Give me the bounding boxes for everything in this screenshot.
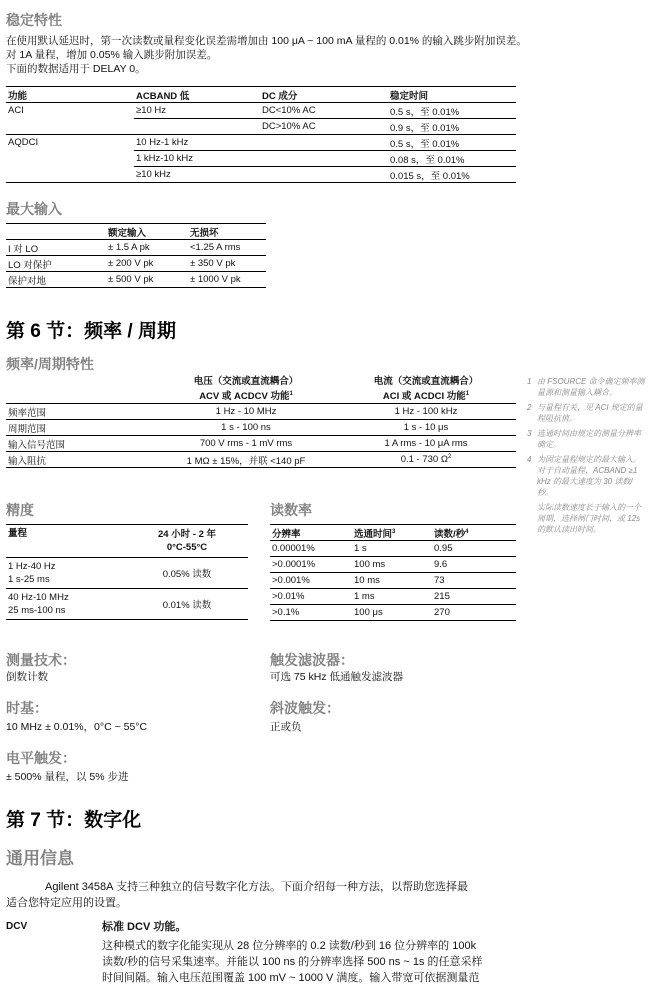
cell: 1 kHz-10 kHz: [134, 151, 260, 167]
footnote: [527, 454, 645, 498]
accuracy-period: 24 小时 - 2 年: [157, 529, 217, 540]
cell: LO 对保护: [6, 256, 106, 272]
cell: 0.5 s，至 0.01%: [388, 103, 516, 119]
timebase-value: 10 MHz ± 0.01%，0°C ~ 55°C: [6, 721, 148, 733]
col-header: DC 成分: [260, 87, 388, 103]
cell: 10 Hz-1 kHz: [134, 135, 260, 151]
cell: 1 s - 100 ns: [156, 420, 336, 436]
cell: ± 500 V pk: [106, 272, 188, 288]
col-header-voltage: [156, 376, 336, 404]
timebase-heading: 时基：: [6, 700, 48, 716]
cell: >0.001%: [270, 573, 352, 589]
cell: [336, 452, 516, 468]
footnote-ref: 4: [465, 528, 469, 535]
cell: 1 s - 10 μs: [336, 420, 516, 436]
table-header: [270, 525, 516, 541]
footnote-number: 3: [527, 429, 532, 438]
cell: 0.5 s，至 0.01%: [388, 135, 516, 151]
footnote-number: 4: [527, 455, 532, 464]
section-7-title: 第 7 节：数字化: [6, 810, 142, 831]
footnote-text: 选通时间由规定的测量分辨率确定。: [537, 429, 641, 449]
accuracy-table: [6, 524, 248, 620]
cell: [260, 167, 388, 183]
cell-text: 0.1 - 730 Ω: [400, 454, 448, 466]
footnote: [527, 502, 645, 535]
cell: [6, 589, 126, 620]
cell: 73: [432, 573, 516, 589]
cell: 0.05% 读数: [126, 558, 248, 589]
footnote-text: 由 FSOURCE 命令确定频率测量源和测量输入耦合。: [537, 377, 645, 397]
cell: >0.1%: [270, 605, 352, 621]
table-row: [6, 436, 516, 452]
cell: 1 MΩ ± 15%，并联 <140 pF: [156, 452, 336, 468]
col-header: 无损坏: [188, 224, 266, 240]
general-info-heading: 通用信息: [6, 849, 74, 868]
cell: ± 350 V pk: [188, 256, 266, 272]
col-header: 额定输入: [106, 224, 188, 240]
col-header: [432, 525, 516, 541]
cell: ± 200 V pk: [106, 256, 188, 272]
intro-line-2: 适合您特定应用的设置。: [6, 897, 127, 909]
cell: 周期范围: [6, 420, 156, 436]
reading-rate-table: [270, 524, 516, 621]
gate-range: 25 ms-100 ns: [8, 605, 66, 616]
cell: 保护对地: [6, 272, 106, 288]
cell: <1.25 A rms: [188, 240, 266, 256]
section-6-title: 第 6 节：频率 / 周期: [6, 321, 176, 342]
cell: 1 Hz - 10 MHz: [156, 404, 336, 420]
cell: 1 ms: [352, 589, 432, 605]
table-row: [6, 404, 516, 420]
table-row: [270, 541, 516, 557]
cell: 10 ms: [352, 573, 432, 589]
cell: [6, 119, 134, 135]
cell: [260, 135, 388, 151]
level-trigger-value: ± 500% 量程，以 5% 步进: [6, 771, 129, 783]
cell: 0.01% 读数: [126, 589, 248, 620]
max-input-table: [6, 223, 266, 288]
col-header-text: 读数/秒: [434, 528, 466, 540]
footnote-text: 与量程有关，见 ACI 规定的量程阻抗值。: [537, 403, 643, 423]
table-row: [270, 605, 516, 621]
table-row: [6, 103, 516, 119]
table-row: [6, 452, 516, 468]
col-header-current: [336, 376, 516, 404]
table-row: [270, 589, 516, 605]
cell: AQDCI: [8, 137, 39, 149]
table-row: [270, 573, 516, 589]
col-header: 分辨率: [270, 525, 352, 541]
cell: [6, 167, 134, 183]
table-row: [6, 256, 266, 272]
dcv-line-2: 读数/秒的信号采集速率。并能以 100 ns 的分辨率选择 500 ns ~ 1s 的任意采样: [102, 956, 483, 968]
cell: 0.9 s，至 0.01%: [388, 119, 516, 135]
cell: 输入信号范围: [6, 436, 156, 452]
cell: 215: [432, 589, 516, 605]
cell: ± 1.5 A pk: [106, 240, 188, 256]
accuracy-heading: 精度: [6, 502, 34, 518]
cell: DC>10% AC: [260, 119, 388, 135]
freq-range: 40 Hz-10 MHz: [8, 592, 69, 603]
reading-rate-heading: 读数率: [270, 502, 312, 518]
footnote-text: 为固定量程规定的最大输入。对于自动量程，ACBAND ≥1 kHz 的最大速度为 30 读数/秒。: [537, 455, 641, 497]
col-header: [6, 224, 106, 240]
table-row: [270, 557, 516, 573]
trigger-filter-value: 可选 75 kHz 低通触发滤波器: [270, 671, 404, 683]
cell: 100 ms: [352, 557, 432, 573]
col-header: 功能: [6, 87, 134, 103]
voltage-header-line2: ACV 或 ACDCV 功能: [199, 391, 290, 403]
table-row: [6, 420, 516, 436]
voltage-header-line1: 电压（交流或直流耦合）: [193, 376, 299, 387]
cell: [134, 119, 260, 135]
cell: 0.00001%: [270, 541, 352, 557]
col-header: ACBAND 低: [134, 87, 260, 103]
footnote-ref: 1: [289, 391, 293, 397]
table-row: [6, 151, 516, 167]
freq-range: 1 Hz-40 Hz: [8, 561, 56, 572]
slope-trigger-heading: 斜波触发：: [270, 700, 340, 716]
col-header: 稳定时间: [388, 87, 516, 103]
level-trigger-heading: 电平触发：: [6, 750, 76, 766]
cell: I 对 LO: [6, 240, 106, 256]
max-input-heading: 最大输入: [6, 201, 62, 217]
cell: ACI: [8, 105, 24, 117]
cell: ≥10 kHz: [134, 167, 260, 183]
accuracy-temp: 0°C-55°C: [166, 542, 208, 553]
cell: [6, 151, 134, 167]
footnote-ref: 2: [447, 454, 452, 461]
cell: 频率范围: [6, 404, 156, 420]
col-header: [6, 376, 156, 404]
footnote: [527, 376, 645, 398]
dcv-line-1: 这种模式的数字化能实现从 28 位分辨率的 0.2 读数/秒到 16 位分辨率的 100k: [102, 940, 477, 952]
stability-table: [6, 86, 516, 183]
table-row: [6, 240, 266, 256]
table-header: [6, 87, 516, 103]
table-header: [6, 376, 516, 404]
table-header: [6, 525, 248, 558]
cell: ± 1000 V pk: [188, 272, 266, 288]
stability-para-2: 对 1A 量程，增加 0.05% 输入跳步附加误差。: [6, 49, 218, 61]
table-row: [6, 135, 516, 151]
cell: 9.6: [432, 557, 516, 573]
freq-period-heading: 频率/周期特性: [6, 356, 94, 372]
cell: >0.01%: [270, 589, 352, 605]
table-row: [6, 589, 248, 620]
footnote-ref: 1: [465, 391, 470, 397]
current-header-line2: ACI 或 ACDCI 功能: [382, 391, 466, 403]
table-row: [6, 272, 266, 288]
cell: >0.0001%: [270, 557, 352, 573]
table-row: [6, 558, 248, 589]
cell: 100 μs: [352, 605, 432, 621]
col-header-text: 选通时间: [354, 528, 393, 540]
footnote: [527, 428, 645, 450]
table-row: [6, 119, 516, 135]
slope-trigger-value: 正或负: [270, 721, 302, 733]
cell: 0.08 s，至 0.01%: [388, 151, 516, 167]
cell: DC<10% AC: [260, 103, 388, 119]
table-row: [6, 167, 516, 183]
cell: 输入阻抗: [6, 452, 156, 468]
stability-para-1: 在使用默认延迟时，第一次读数或量程变化误差需增加由 100 μA ~ 100 mA 量程的 0.01% 的输入跳步附加误差。: [6, 35, 527, 47]
col-header: 量程: [6, 525, 126, 558]
cell: 1 A rms - 10 μA rms: [336, 436, 516, 452]
trigger-filter-heading: 触发滤波器：: [270, 652, 354, 668]
freq-char-table: [6, 376, 516, 468]
dcv-label: DCV: [6, 921, 28, 932]
col-header: [352, 525, 432, 541]
gate-range: 1 s-25 ms: [8, 574, 50, 585]
cell: 0.015 s，至 0.01%: [388, 167, 516, 183]
cell: 270: [432, 605, 516, 621]
col-header: [126, 525, 248, 558]
cell: 700 V rms - 1 mV rms: [156, 436, 336, 452]
cell: 1 Hz - 100 kHz: [336, 404, 516, 420]
footnote-number: 1: [527, 377, 532, 386]
dcv-title: 标准 DCV 功能。: [102, 921, 187, 933]
cell: ≥10 Hz: [134, 103, 260, 119]
stability-para-3: 下面的数据适用于 DELAY 0。: [6, 63, 146, 75]
footnote-number: [527, 502, 537, 535]
table-header: [6, 224, 266, 240]
measurement-technique-value: 倒数计数: [6, 671, 48, 683]
footnote-text: 实际读数速度长于输入的一个周期，选择闸门时间，或 12s 的默认读出时间。: [537, 503, 641, 534]
stability-heading: 稳定特性: [6, 12, 62, 28]
cell: [260, 151, 388, 167]
current-header-line1: 电流（交流或直流耦合）: [373, 376, 479, 387]
footnotes: [527, 376, 645, 535]
footnote: [527, 402, 645, 424]
footnote-ref: 3: [392, 528, 396, 535]
cell: [6, 558, 126, 589]
cell: 1 s: [352, 541, 432, 557]
intro-line-1: Agilent 3458A 支持三种独立的信号数字化方法。下面介绍每一种方法，以帮助您选择最: [45, 881, 468, 893]
dcv-line-3: 时间间隔。输入电压范围覆盖 100 mV ~ 1000 V 满度。输入带宽可依据测量范: [102, 972, 480, 984]
footnote-number: 2: [527, 403, 532, 412]
cell: 0.95: [432, 541, 516, 557]
measurement-technique-heading: 测量技术：: [6, 652, 76, 668]
